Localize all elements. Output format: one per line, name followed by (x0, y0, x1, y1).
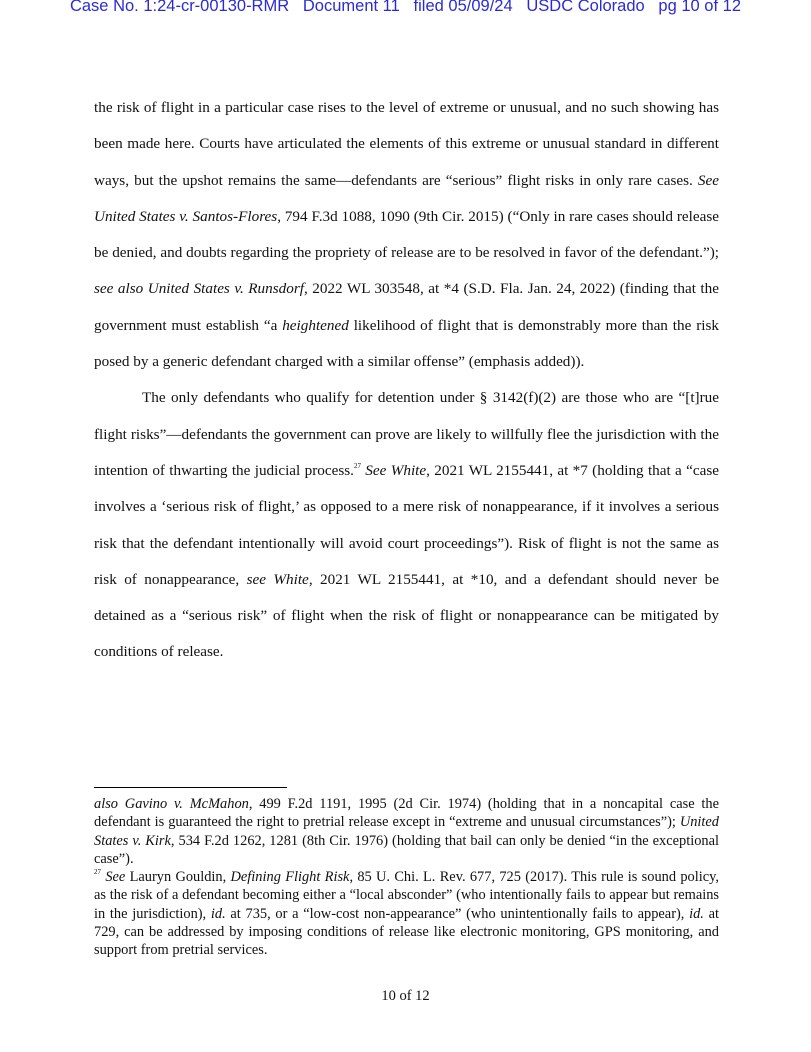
citation: See White (365, 461, 427, 479)
text: at 729, can be addressed by imposing conditions of release like electronic monitoring, GPS monitoring, and support from pretrial services. (94, 905, 719, 959)
footnote-27 (94, 868, 719, 959)
text: , 85 U. Chi. L. Rev. 677, 725 (2017). This rule is sound policy, as the risk of a defendant becoming either a “local absconder” (who intentionally fails to appear but remains in the jurisdiction), (94, 869, 719, 922)
citation: United States v. Kirk (94, 814, 719, 849)
text: likelihood of flight that is demonstrably more than the risk posed by a generic defendant charged with a similar offense” (emphasis added)). (94, 316, 719, 371)
page-number: 10 of 12 (381, 988, 430, 1004)
paragraph (94, 90, 719, 380)
text: Lauryn Gouldin, (125, 869, 231, 886)
citation: id. (689, 905, 704, 922)
citation: Defining Flight Risk (230, 869, 350, 886)
citation: id. (210, 905, 226, 922)
footnote-divider (94, 787, 287, 788)
citation: See United States v. Santos-Flores (94, 171, 719, 225)
body-text (94, 90, 719, 671)
signal: See (105, 869, 126, 886)
text: , 534 F.2d 1262, 1281 (8th Cir. 1976) (holding that bail can only be denied “in the exceptional case”). (94, 832, 719, 867)
paragraph (94, 380, 719, 670)
citation: see also United States v. Runsdorf (94, 280, 304, 298)
citation: see White (246, 570, 309, 588)
text: , 2022 WL 303548, at *4 (S.D. Fla. Jan. 24, 2022) (finding that the government must establish “a (94, 280, 719, 334)
footnotes (94, 795, 719, 960)
footnote-marker[interactable]: 27 (353, 461, 361, 470)
emphasis: heightened (282, 316, 349, 334)
text: the risk of flight in a particular case rises to the level of extreme or unusual, and no such showing has been made here. Courts have articulated the elements of this extreme or unusual standard in different ways, but the upshot remains the same—defendants are “serious” flight risks in only rare cases. (94, 99, 719, 189)
text: The only defendants who qualify for detention under § 3142(f)(2) are those who are “[t]rue flight risks”—defendants the government can prove are likely to willfully flee the jurisdiction with the intention of thwarting the judicial process. (94, 389, 719, 479)
case-header-stamp: Case No. 1:24-cr-00130-RMR Document 11 filed 05/09/24 USDC Colorado pg 10 of 12 (69, 0, 742, 15)
footnote-continued (94, 795, 719, 868)
text: , 2021 WL 2155441, at *10, and a defendant should never be detained as a “serious risk” of flight when the risk of flight or nonappearance can be mitigated by conditions of release. (94, 570, 719, 661)
citation: also Gavino v. McMahon (94, 796, 249, 812)
text: , 499 F.2d 1191, 1995 (2d Cir. 1974) (holding that in a noncapital case the defendant is guaranteed the right to pretrial release except in “extreme and unusual circumstances”); (94, 796, 719, 831)
text: , 794 F.3d 1088, 1090 (9th Cir. 2015) (“Only in rare cases should release be denied, and doubts regarding the propriety of release are to be resolved in favor of the defendant.”); (94, 207, 719, 262)
footnote-number: 27 (94, 868, 101, 877)
text: at 735, or a “low-cost non-appearance” (who unintentionally fails to appear), (225, 905, 690, 922)
text: , 2021 WL 2155441, at *7 (holding that a “case involves a ‘serious risk of flight,’ as opposed to a mere risk of nonappearance, if it involves a serious risk that the defendant intentionally will avoid court proceedings”). Risk of flight is not the same as risk of nonappearance, (94, 461, 720, 588)
